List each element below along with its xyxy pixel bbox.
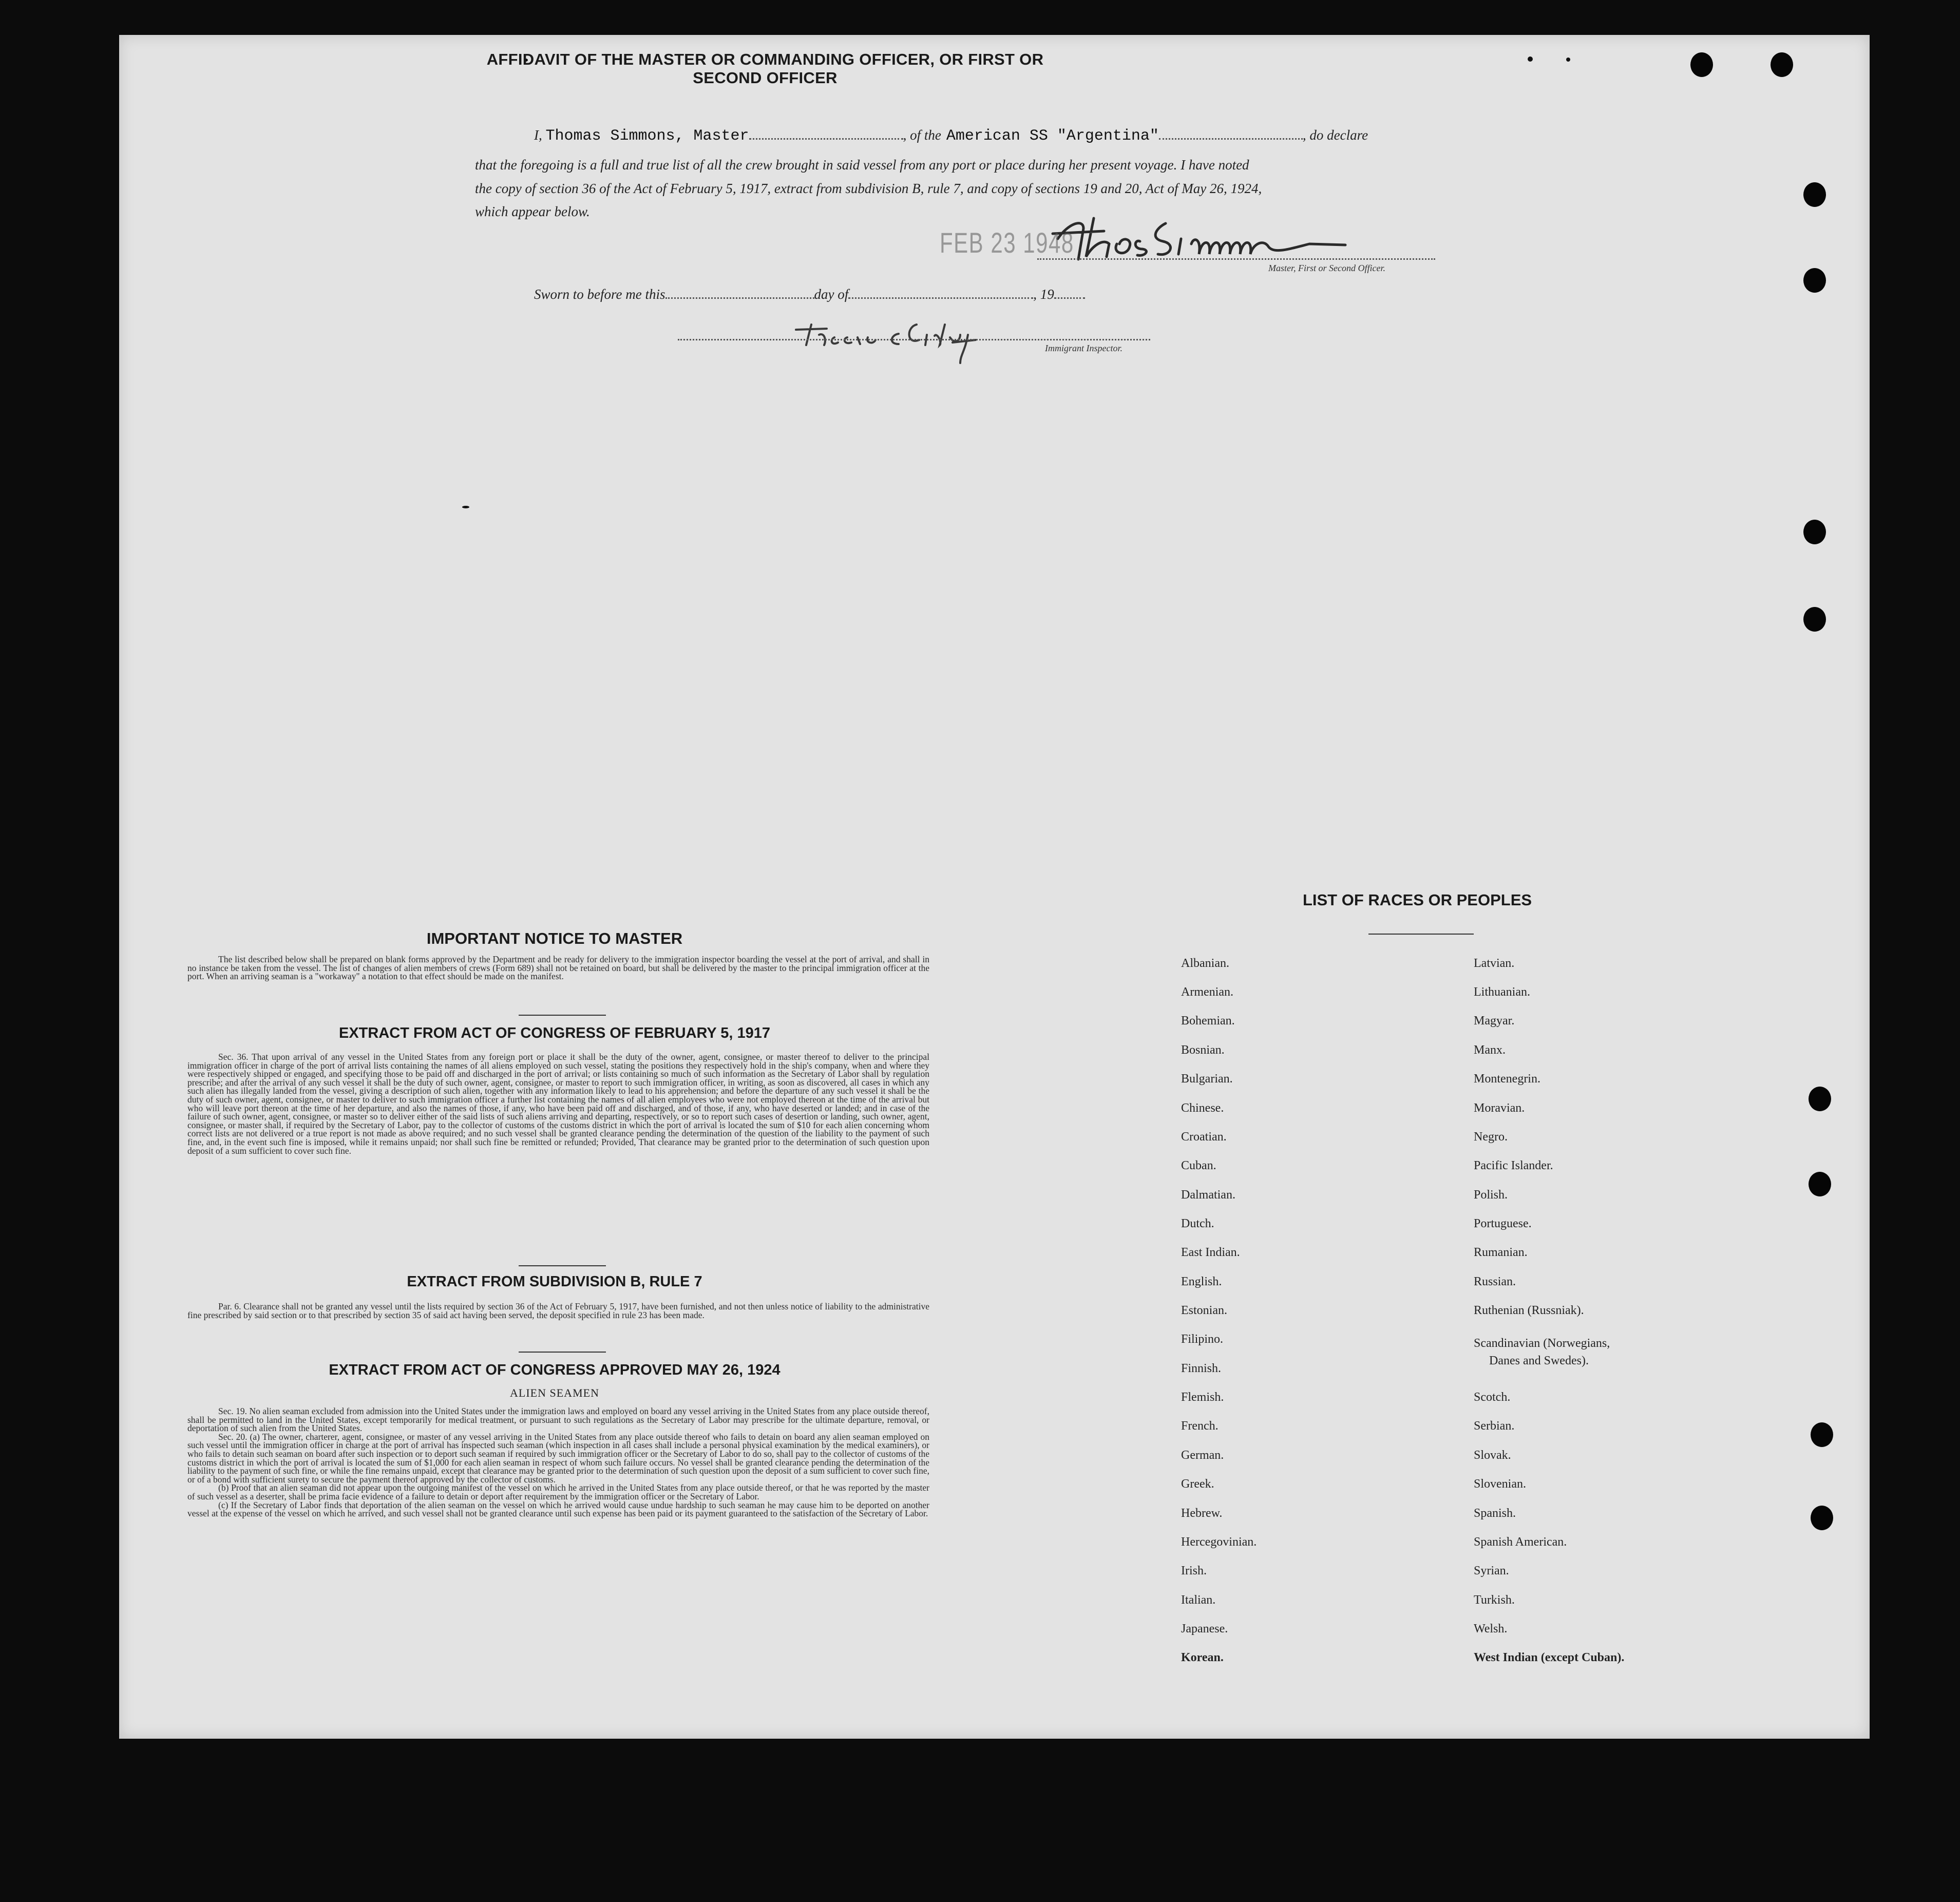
race-item: Serbian. bbox=[1474, 1419, 1515, 1433]
sworn-line bbox=[534, 287, 1085, 302]
rule7-body bbox=[187, 1302, 929, 1319]
sec19-paragraph: Sec. 19. No alien seaman excluded from admission into the United States under the immigration laws and employed on board any vessel arriving in the United States from any place outside thereof, shall be permitted to land in the United States, except temporarily for medical treatment, or pursuant to such regulations as the Secretary of Labor may prescribe for the ultimate departure, removal, or deportation of such alien from the United States. bbox=[187, 1406, 929, 1434]
race-item: West Indian (except Cuban). bbox=[1474, 1651, 1625, 1664]
race-item: Albanian. bbox=[1181, 957, 1229, 970]
race-item: Latvian. bbox=[1474, 957, 1515, 970]
race-item: Bulgarian. bbox=[1181, 1072, 1233, 1086]
race-item: Finnish. bbox=[1181, 1362, 1222, 1375]
affidavit-text-line-2: that the foregoing is a full and true list of all the crew brought in said vessel from any port or place during her present voyage. I have noted bbox=[475, 157, 1249, 173]
sec20a-paragraph: Sec. 20. (a) The owner, charterer, agent, consignee, or master of any vessel arriving in the United States from any place outside thereof who fails to detain on board any alien seaman employed on such vessel until the immigration officer in charge at the port of arrival has inspected such seaman (which inspection in all cases shall include a personal physical examination by the medical examiners), or who fails to detain such seaman on board after such inspection or to deport such seaman if required by such immigration officer or the Secretary of Labor to do so, shall pay to the collector of customs of the customs district in which the port of arrival is located the sum of $1,000 for each alien seaman in respect of whom such failure occurs. No vessel shall be granted clearance pending the determination of the liability to the payment of such fine, or while the fine remains unpaid, except that clearance may be granted prior to the determination of such question upon the deposit of a sum sufficient to cover such fine, or of a bond with sufficient surety to secure the payment thereof approved by the collector of customs. bbox=[187, 1431, 929, 1485]
affidavit-text-line-4: which appear below. bbox=[475, 204, 590, 219]
date-stamp: FEB 23 1948 bbox=[940, 226, 1074, 259]
race-item: Croatian. bbox=[1181, 1130, 1227, 1144]
race-item: Estonian. bbox=[1181, 1304, 1227, 1317]
race-item: Slovenian. bbox=[1474, 1477, 1526, 1491]
sworn-day-of: day of bbox=[814, 287, 849, 302]
inspector-signature bbox=[791, 314, 1037, 371]
race-item: Bosnian. bbox=[1181, 1043, 1225, 1057]
speck bbox=[1528, 56, 1533, 62]
race-item: Dutch. bbox=[1181, 1217, 1214, 1230]
race-item: Flemish. bbox=[1181, 1391, 1224, 1404]
race-item: Rumanian. bbox=[1474, 1246, 1528, 1259]
act-1924-title: EXTRACT FROM ACT OF CONGRESS APPROVED MAY 26, 1924 bbox=[329, 1362, 781, 1378]
race-item: Dalmatian. bbox=[1181, 1188, 1235, 1202]
rule7-paragraph: Par. 6. Clearance shall not be granted any vessel until the lists required by section 36 of the Act of February 5, 1917, have been furnished, and not then unless notice of liability to the administrative fine prescribed by said section or to that prescribed by section 35 of said act having been served, the deposit specified in rule 23 has been made. bbox=[187, 1301, 929, 1320]
master-officer-label: Master, First or Second Officer. bbox=[1268, 263, 1385, 273]
punch-hole bbox=[1811, 1506, 1833, 1530]
section-divider bbox=[519, 1265, 606, 1266]
race-item: Slovak. bbox=[1474, 1449, 1511, 1462]
race-item: Greek. bbox=[1181, 1477, 1214, 1491]
dotted-leader bbox=[1054, 293, 1085, 299]
races-title-underline bbox=[1368, 934, 1474, 935]
race-item: Manx. bbox=[1474, 1043, 1506, 1057]
vessel-name-value: American SS "Argentina" bbox=[946, 127, 1159, 145]
punch-hole bbox=[1811, 1422, 1833, 1447]
race-item: Hebrew. bbox=[1181, 1507, 1223, 1520]
race-item: Armenian. bbox=[1181, 985, 1233, 999]
punch-hole bbox=[1771, 52, 1793, 77]
race-item: Russian. bbox=[1474, 1275, 1516, 1288]
punch-hole bbox=[1803, 520, 1826, 544]
race-item: Montenegrin. bbox=[1474, 1072, 1540, 1086]
affidavit-title: AFFIDAVIT OF THE MASTER OR COMMANDING OFFICER, OR FIRST OR SECOND OFFICER bbox=[486, 50, 1044, 87]
notice-paragraph: The list described below shall be prepared on blank forms approved by the Department and be ready for delivery to the immigration inspector boarding the vessel at the port of arrival, and shall in no instance be taken from the vessel. The list of changes of alien members of crews (Form 689) shall not be retained on board, but shall be delivered by the master to the principal immigration officer at the port. When an arriving seaman is a "workaway" a notation to that effect should be made on the manifest. bbox=[187, 954, 929, 982]
act-1917-title: EXTRACT FROM ACT OF CONGRESS OF FEBRUARY 5, 1917 bbox=[338, 1025, 771, 1041]
sec20b-paragraph: (b) Proof that an alien seaman did not appear upon the outgoing manifest of the vessel on which he arrived in the United States from any place outside thereof, or that he was reported by the master of such vessel as a deserter, shall be prima facie evidence of a failure to detain or deport after requirement by the immigration officer or the Secretary of Labor. bbox=[187, 1482, 929, 1501]
dotted-leader bbox=[1159, 134, 1303, 140]
rule7-title: EXTRACT FROM SUBDIVISION B, RULE 7 bbox=[407, 1273, 702, 1290]
notice-body bbox=[187, 955, 929, 981]
punch-hole bbox=[1803, 607, 1826, 632]
speck bbox=[1566, 58, 1570, 62]
sworn-year: , 19 bbox=[1033, 287, 1054, 302]
sworn-prefix: Sworn to before me this bbox=[534, 287, 665, 302]
affidavit-declaration-line bbox=[534, 127, 1368, 145]
punch-hole bbox=[1809, 1087, 1831, 1111]
race-item: Filipino. bbox=[1181, 1333, 1224, 1346]
section-divider bbox=[519, 1015, 606, 1016]
race-item: East Indian. bbox=[1181, 1246, 1240, 1259]
race-item: Scandinavian (Norwegians, bbox=[1474, 1337, 1610, 1350]
section-divider bbox=[519, 1352, 606, 1353]
race-item: Danes and Swedes). bbox=[1489, 1354, 1589, 1367]
race-item: Lithuanian. bbox=[1474, 985, 1530, 999]
race-item: Syrian. bbox=[1474, 1564, 1509, 1577]
punch-hole bbox=[1809, 1172, 1831, 1196]
races-title: LIST OF RACES OR PEOPLES bbox=[1302, 891, 1532, 909]
dotted-leader bbox=[749, 134, 903, 140]
race-item: Japanese. bbox=[1181, 1622, 1228, 1635]
signature-dotted-line bbox=[1037, 254, 1435, 260]
master-name-value: Thomas Simmons, Master bbox=[545, 127, 749, 145]
race-item: Bohemian. bbox=[1181, 1014, 1235, 1028]
race-item: French. bbox=[1181, 1419, 1219, 1433]
dotted-leader bbox=[848, 293, 1033, 299]
act-1917-body bbox=[187, 1053, 929, 1155]
race-item: Ruthenian (Russniak). bbox=[1474, 1304, 1584, 1317]
race-item: Welsh. bbox=[1474, 1622, 1508, 1635]
race-item: Negro. bbox=[1474, 1130, 1508, 1144]
speck bbox=[462, 506, 469, 508]
punch-hole bbox=[1803, 182, 1826, 207]
race-item: Chinese. bbox=[1181, 1101, 1224, 1115]
race-item: Irish. bbox=[1181, 1564, 1207, 1577]
immigrant-inspector-label: Immigrant Inspector. bbox=[1045, 343, 1122, 353]
act-1924-body bbox=[187, 1407, 929, 1518]
affidavit-prefix: I, bbox=[534, 127, 542, 143]
race-item: German. bbox=[1181, 1449, 1224, 1462]
race-item: Magyar. bbox=[1474, 1014, 1515, 1028]
inspector-dotted-line bbox=[678, 335, 1150, 340]
race-item: Polish. bbox=[1474, 1188, 1508, 1202]
dotted-leader bbox=[665, 293, 814, 299]
punch-hole bbox=[1803, 268, 1826, 293]
race-item: Italian. bbox=[1181, 1593, 1216, 1607]
act-1917-paragraph: Sec. 36. That upon arrival of any vessel in the United States from any foreign port or place it shall be the duty of the owner, agent, consignee, or master thereof to deliver to the principal immigration officer in charge of the port of arrival lists containing the names of all aliens employed on such vessel, stating the positions they respectively hold in the ship's company, when and where they were respectively shipped or engaged, and specifying those to be paid off and discharged in the port of arrival; or lists containing so much of such information as the Secretary of Labor shall by regulation prescribe; and after the arrival of any such vessel it shall be the duty of such owner, agent, consignee, or master to report to such immigration officer, in writing, as soon as discovered, all cases in which any such alien has illegally landed from the vessel, giving a description of such alien, together with any information likely to lead to his apprehension; and before the departure of any such vessel it shall be the duty of such owner, agent, consignee, or master to deliver to such immigration officer a further list containing the names of all alien employees who were not employed thereon at the time of the arrival but who will leave port thereon at the time of her departure, and also the names of those, if any, who have been paid off and discharged, and of those, if any, who have deserted or landed; and in case of the failure of such owner, agent, consignee, or master so to deliver either of the said lists of such aliens arriving and departing, respectively, or so to report such cases of desertion or landing, such owner, agent, consignee, or master shall, if required by the Secretary of Labor, pay to the collector of customs of the customs district in which the port of arrival is located the sum of $10 for each alien concerning whom correct lists are not delivered or a true report is not made as above required; and no such vessel shall be granted clearance pending the determination of the question of the liability to the payment of such fine, and, in the event such fine is imposed, while it remains unpaid; nor shall such fine be remitted or refunded; Provided, That clearance may be granted prior to the determination of such question upon deposit of a sum sufficient to cover such fine. bbox=[187, 1052, 929, 1156]
race-item: Hercegovinian. bbox=[1181, 1535, 1257, 1549]
sec20c-paragraph: (c) If the Secretary of Labor finds that deportation of the alien seaman on the vessel on which he arrived would cause undue hardship to such seaman he may cause him to be deported on another vessel at the expense of the vessel on which he arrived, and such vessel shall not be granted clearance until such expense has been paid or its payment guaranteed to the satisfaction of the Secretary of Labor. bbox=[187, 1499, 929, 1519]
race-item: English. bbox=[1181, 1275, 1222, 1288]
punch-hole bbox=[1690, 52, 1713, 77]
race-item: Moravian. bbox=[1474, 1101, 1525, 1115]
race-item: Spanish American. bbox=[1474, 1535, 1567, 1549]
notice-title: IMPORTANT NOTICE TO MASTER bbox=[426, 929, 683, 947]
affidavit-do-declare: , do declare bbox=[1302, 127, 1368, 143]
race-item: Scotch. bbox=[1474, 1391, 1511, 1404]
race-item: Spanish. bbox=[1474, 1507, 1516, 1520]
race-item: Portuguese. bbox=[1474, 1217, 1532, 1230]
race-item: Cuban. bbox=[1181, 1159, 1216, 1172]
alien-seamen-subtitle: ALIEN SEAMEN bbox=[510, 1386, 599, 1399]
affidavit-of-the: , of the bbox=[903, 127, 941, 143]
race-item: Pacific Islander. bbox=[1474, 1159, 1553, 1172]
affidavit-text-line-3: the copy of section 36 of the Act of February 5, 1917, extract from subdivision B, rule 7, and copy of sections 19 and 20, Act of May 26, 1924, bbox=[475, 181, 1262, 196]
race-item: Korean. bbox=[1181, 1651, 1224, 1664]
race-item: Turkish. bbox=[1474, 1593, 1515, 1607]
